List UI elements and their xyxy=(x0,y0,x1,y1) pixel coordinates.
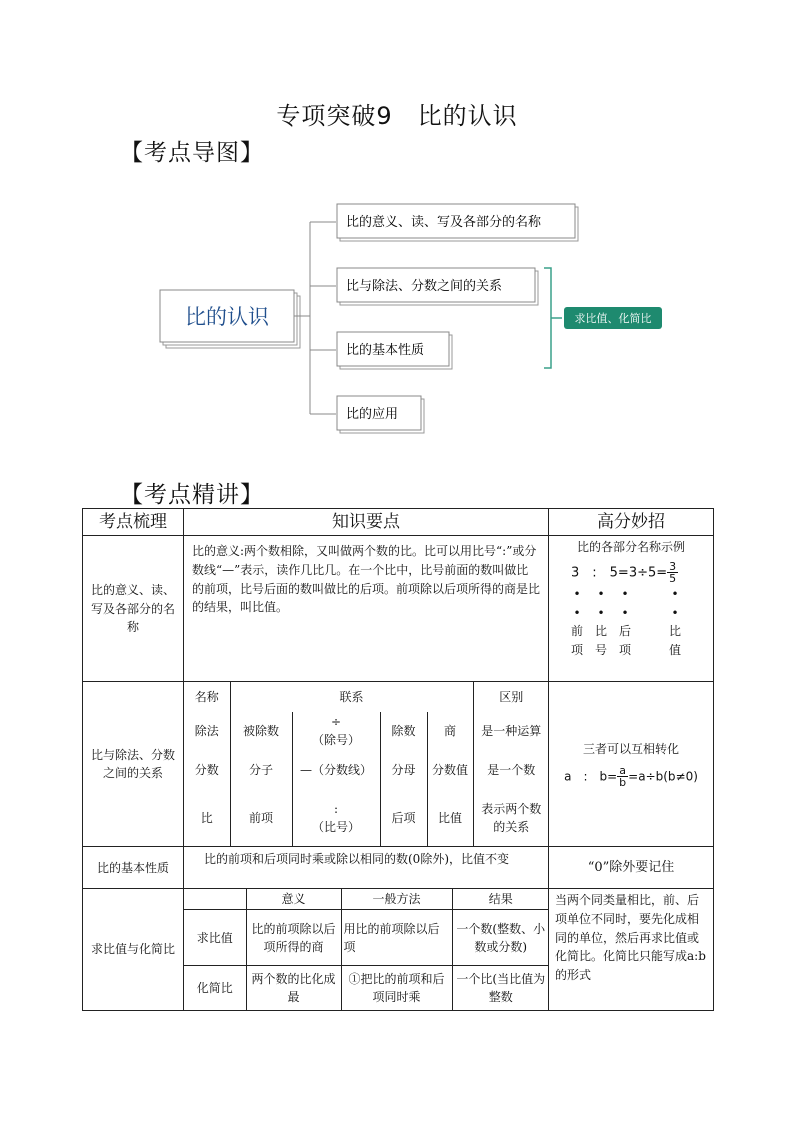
row-label: 比与除法、分数之间的关系 xyxy=(83,682,184,847)
header-cell: 高分妙招 xyxy=(549,509,714,536)
tag-label: 求比值、化简比 xyxy=(574,312,652,325)
tip-text: “0”除外要记住 xyxy=(549,847,714,889)
row-text: 比的意义:两个数相除，又叫做两个数的比。比可以用比号“:”或分数线“—”表示，读作几比几。在一个比中，比号前面的数叫做比的前项，比号后面的数叫做比的后项。前项除以后项所得的商是比的结果，叫比值。 xyxy=(184,536,549,682)
knowledge-table xyxy=(82,508,714,1011)
branch-4 xyxy=(337,396,424,433)
mind-map xyxy=(0,0,794,470)
relation-cell xyxy=(184,682,549,847)
method-cell xyxy=(184,889,549,1011)
header-cell: 知识要点 xyxy=(184,509,549,536)
branch-3 xyxy=(337,332,452,369)
tip-cell xyxy=(549,682,714,847)
branch-label: 比的意义、读、写及各部分的名称 xyxy=(346,215,542,230)
table-row xyxy=(83,889,714,1011)
root-label: 比的认识 xyxy=(185,305,269,329)
section-heading-map: 【考点导图】 xyxy=(120,140,264,166)
relation-table: 名称 联系 区别 除法 被除数 ÷ （除号） 除数 商 是一种运算 分数 分子 —（分数线） 分母 分数值 是一个数 比 前项 : （比号） 后项 比值 表示两个数的关系 xyxy=(184,682,549,846)
tip-title: 比的各部分名称示例 xyxy=(576,540,685,555)
formula: a : b= $\frac{a}{b}$ =a÷b(b≠0) xyxy=(564,763,698,790)
tip-text: 三者可以互相转化 xyxy=(582,742,679,756)
row-label: 比的意义、读、写及各部分的名称 xyxy=(83,536,184,682)
method-table: 意义 一般方法 结果 求比值 比的前项除以后项所得的商 用比的前项除以后项 一个数(整数、小数或分数) 化简比 两个数的比化成最 ①把比的前项和后项同时乘 一个比(当比值为整数 xyxy=(184,889,549,1010)
page-title: 专项突破9 比的认识 xyxy=(276,102,518,130)
row-label: 求比值与化简比 xyxy=(83,889,184,1011)
branch-label: 比的应用 xyxy=(346,407,399,422)
parts-legend: • • 前项 • • 比号 • • 后项 • • 比值 xyxy=(570,587,681,657)
table-row xyxy=(83,536,714,682)
table-header-row xyxy=(83,509,714,536)
row-label: 比的基本性质 xyxy=(83,847,184,889)
bracket xyxy=(544,268,551,368)
tip-cell xyxy=(549,536,714,682)
table-row xyxy=(83,847,714,889)
branch-label: 比的基本性质 xyxy=(346,343,425,358)
branch-1 xyxy=(337,204,578,241)
table-row xyxy=(83,682,714,847)
branch-2 xyxy=(337,268,538,305)
header-cell: 考点梳理 xyxy=(83,509,184,536)
example-expression: 3 : 5=3÷5= $\frac{3}{5}$ xyxy=(571,559,677,586)
row-text: 比的前项和后项同时乘或除以相同的数(0除外)，比值不变 xyxy=(184,847,549,889)
branch-label: 比与除法、分数之间的关系 xyxy=(346,279,503,294)
tip-text: 当两个同类量相比，前、后项单位不同时，要先化成相同的单位，然后再求比值或化简比。化简比只能写成a:b的形式 xyxy=(549,889,714,1011)
section-heading-points: 【考点精讲】 xyxy=(120,482,264,508)
